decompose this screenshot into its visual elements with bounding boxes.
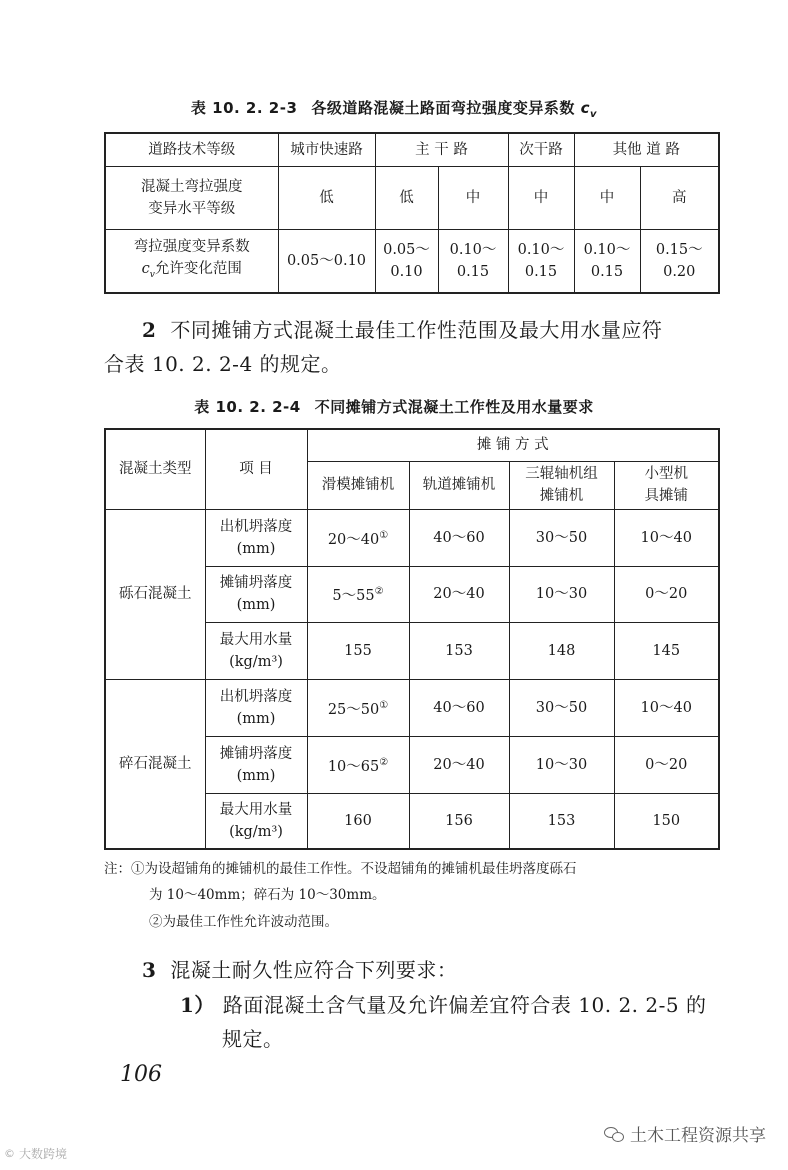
t2-item: 最大用水量 (kg/m³): [205, 622, 307, 679]
t2-cell: 30～50: [509, 509, 614, 566]
t2-head-type: 混凝土类型: [105, 429, 205, 509]
t2-cell: 5～55②: [307, 566, 409, 622]
watermark-left-text: 大数跨境: [19, 1147, 68, 1161]
t2-cell: 145: [614, 622, 719, 679]
watermark-left: [4, 1145, 67, 1162]
t2-cell: 30～50: [509, 679, 614, 736]
t2-cell: 0～20: [614, 566, 719, 622]
t2-cell: 20～40: [409, 566, 509, 622]
t2-cell: 20～40: [409, 736, 509, 793]
t2-cell: 153: [409, 622, 509, 679]
page-number: 106: [120, 1062, 162, 1087]
t1-row3-cell: 0.10～ 0.15: [508, 229, 574, 293]
t1-row2-label: 混凝土弯拉强度 变异水平等级: [105, 166, 278, 229]
table2-caption: [0, 396, 788, 417]
table2-note-2: ②为最佳工作性允许波动范围。: [149, 914, 338, 930]
t2-item: 最大用水量 (kg/m³): [205, 793, 307, 849]
t2-item: 摊铺坍落度 (mm): [205, 566, 307, 622]
t2-method-rail: 轨道摊铺机: [409, 461, 509, 509]
t2-item: 摊铺坍落度 (mm): [205, 736, 307, 793]
t2-item: 出机坍落度 (mm): [205, 509, 307, 566]
watermark-right-text: 土木工程资源共享: [630, 1126, 766, 1146]
t2-cell: 20～40①: [307, 509, 409, 566]
paragraph-3-text: 混凝土耐久性应符合下列要求：: [170, 958, 458, 982]
paragraph-2-line1: 不同摊铺方式混凝土最佳工作性范围及最大用水量应符: [170, 318, 663, 342]
table-row: [105, 679, 719, 736]
table1-caption-text: 各级道路混凝土路面弯拉强度变异系数: [311, 99, 575, 117]
t2-type-crushed: 碎石混凝土: [105, 679, 205, 849]
paragraph-4-number: 1）: [180, 993, 215, 1017]
t1-header-secondary: 次干路: [508, 133, 574, 166]
t2-cell: 155: [307, 622, 409, 679]
t1-row2-cell: 低: [278, 166, 375, 229]
paragraph-2-number: 2: [142, 318, 157, 342]
paragraph-3: [142, 953, 457, 987]
t2-cell: 153: [509, 793, 614, 849]
paragraph-4-line1: 路面混凝土含气量及允许偏差宜符合表 10. 2. 2-5 的: [222, 993, 707, 1017]
table1-caption: [0, 97, 788, 120]
t2-cell: 40～60: [409, 509, 509, 566]
t2-head-method: 摊 铺 方 式: [307, 429, 719, 461]
t1-row2-cell: 中: [508, 166, 574, 229]
t2-method-slipform: 滑模摊铺机: [307, 461, 409, 509]
t2-cell: 25～50①: [307, 679, 409, 736]
t2-cell: 148: [509, 622, 614, 679]
t1-row3-cell: 0.05～ 0.10: [375, 229, 438, 293]
t2-method-triple-roller: 三辊轴机组 摊铺机: [509, 461, 614, 509]
cv-symbol: $c_v$: [580, 99, 598, 120]
t1-header-other: 其他 道 路: [574, 133, 719, 166]
paragraph-2: [142, 313, 742, 347]
t2-cell: 10～30: [509, 566, 614, 622]
t2-type-gravel: 砾石混凝土: [105, 509, 205, 679]
t2-head-item: 项 目: [205, 429, 307, 509]
t1-row3-cell: 0.10～ 0.15: [574, 229, 640, 293]
t2-cell: 10～40: [614, 679, 719, 736]
t2-method-small-machine: 小型机 具摊铺: [614, 461, 719, 509]
table1: [104, 132, 720, 294]
table2-caption-number: 表 10. 2. 2-4: [194, 398, 301, 416]
t2-item: 出机坍落度 (mm): [205, 679, 307, 736]
paragraph-2-line2: 合表 10. 2. 2-4 的规定。: [104, 352, 342, 376]
paragraph-3-number: 3: [142, 958, 157, 982]
t1-row3-cell: 0.05～0.10: [278, 229, 375, 293]
paragraph-4: [180, 988, 740, 1022]
wechat-icon: [604, 1126, 624, 1142]
t2-cell: 160: [307, 793, 409, 849]
t1-row2-cell: 低: [375, 166, 438, 229]
t2-cell: 10～40: [614, 509, 719, 566]
t2-cell: 0～20: [614, 736, 719, 793]
table-row: [105, 509, 719, 566]
t2-cell: 156: [409, 793, 509, 849]
t2-cell: 10～65②: [307, 736, 409, 793]
table2-note-1-cont: 为 10～40mm；碎石为 10～30mm。: [149, 887, 386, 903]
t2-cell: 10～30: [509, 736, 614, 793]
t1-row3-cell: 0.10～ 0.15: [438, 229, 508, 293]
t2-cell: 150: [614, 793, 719, 849]
t1-row2-cell: 高: [640, 166, 719, 229]
table2-caption-text: 不同摊铺方式混凝土工作性及用水量要求: [314, 398, 594, 416]
t1-row3-label: 弯拉强度变异系数 $c_v$允许变化范围: [105, 229, 278, 293]
watermark-right: [604, 1121, 766, 1146]
watermark-logo-icon: ©: [4, 1147, 15, 1160]
table2: [104, 428, 720, 850]
paragraph-4-line2: 规定。: [222, 1027, 284, 1051]
t1-header-arterial: 主 干 路: [375, 133, 508, 166]
t2-cell: 40～60: [409, 679, 509, 736]
t1-row2-cell: 中: [574, 166, 640, 229]
table1-caption-number: 表 10. 2. 2-3: [190, 99, 298, 117]
t1-row2-cell: 中: [438, 166, 508, 229]
t1-row3-cell: 0.15～ 0.20: [640, 229, 719, 293]
table2-note-1: 注：①为设超铺角的摊铺机的最佳工作性。不设超铺角的摊铺机最佳坍落度砾石: [104, 861, 577, 877]
t1-header-expressway: 城市快速路: [278, 133, 375, 166]
t1-header-grade: 道路技术等级: [105, 133, 278, 166]
